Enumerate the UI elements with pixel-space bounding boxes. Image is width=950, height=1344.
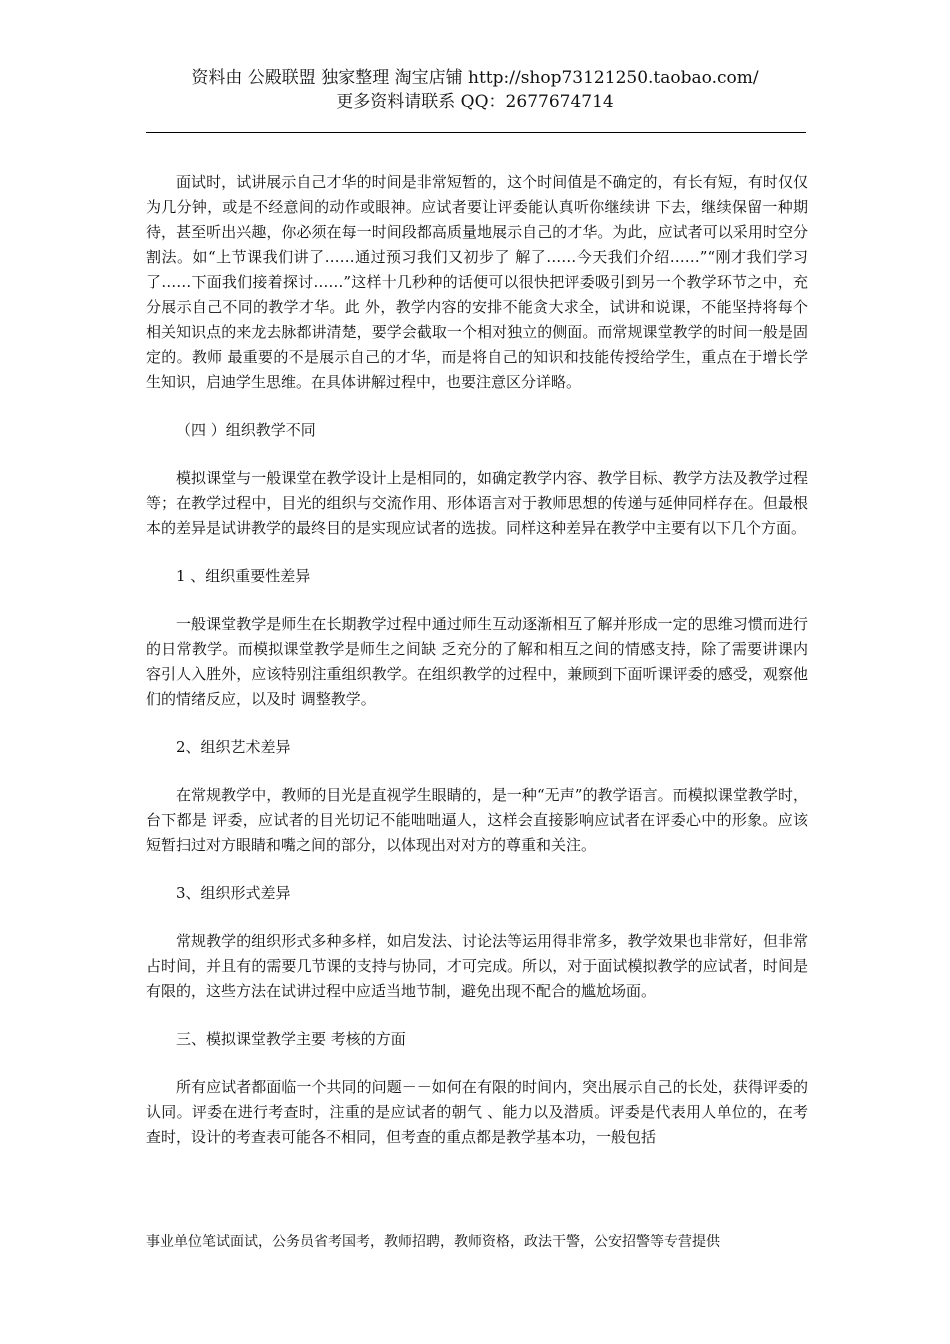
section-heading: 三、模拟课堂教学主要 考核的方面 — [176, 1030, 406, 1048]
section-heading: 2、组织艺术差异 — [176, 738, 291, 756]
page-header — [0, 66, 950, 114]
paragraph: 常规教学的组织形式多种多样，如启发法、讨论法等运用得非常多，教学效果也非常好，但非常占时间，并且有的需要几节课的支持与协同，才可完成。所以，对于面试模拟教学的应试者，时间是有限的，这些方法在试讲过程中应适当地节制，避免出现不配合的尴尬场面。 — [146, 932, 808, 1000]
paragraph: 面试时，试讲展示自己才华的时间是非常短暂的，这个时间值是不确定的，有长有短，有时仅仅为几分钟，或是不经意间的动作或眼神。应试者要让评委能认真听你继续讲 下去，继续保留一种期待，甚至听出兴趣，你必须在每一时间段都高质量地展示自己的才华。为此，应试者可以采用时空分割法。如“上节课我们讲了……通过预习我们又初步了 解了……今天我们介绍……”“刚才我们学习了……下面我们接着探讨……”这样十几秒种的话便可以很快把评委吸引到另一个教学环节之中，充分展示自己不同的教学才华。此 外，教学内容的安排不能贪大求全，试讲和说课，不能坚持将每个相关知识点的来龙去脉都讲清楚，要学会截取一个相对独立的侧面。而常规课堂教学的时间一般是固定的。教师 最重要的不是展示自己的才华，而是将自己的知识和技能传授给学生，重点在于增长学生知识，启迪学生思维。在具体讲解过程中，也要注意区分详略。 — [146, 173, 808, 391]
section-heading: 1 、组织重要性差异 — [176, 567, 311, 585]
section-heading: 3、组织形式差异 — [176, 884, 291, 902]
paragraph: 模拟课堂与一般课堂在教学设计上是相同的，如确定教学内容、教学目标、教学方法及教学过程等；在教学过程中，目光的组织与交流作用、形体语言对于教师思想的传递与延伸同样存在。但最根本的差异是试讲教学的最终目的是实现应试者的选拔。同样这种差异在教学中主要有以下几个方面。 — [146, 469, 808, 537]
paragraph: 在常规教学中，教师的目光是直视学生眼睛的，是一种“无声”的教学语言。而模拟课堂教学时，台下都是 评委，应试者的目光切记不能咄咄逼人，这样会直接影响应试者在评委心中的形象。应该短暂扫过对方眼睛和嘴之间的部分，以体现出对对方的尊重和关注。 — [146, 786, 808, 854]
header-line-1: 资料由 公殿联盟 独家整理 淘宝店铺 http://shop73121250.taobao.com/ — [191, 68, 759, 88]
header-line-2: 更多资料请联系 QQ：2677674714 — [336, 92, 614, 112]
paragraph: 一般课堂教学是师生在长期教学过程中通过师生互动逐渐相互了解并形成一定的思维习惯而进行的日常教学。而模拟课堂教学是师生之间缺 乏充分的了解和相互之间的情感支持，除了需要讲课内容引人入胜外，应该特别注重组织教学。在组织教学的过程中，兼顾到下面听课评委的感受，观察他们的情绪反应，以及时 调整教学。 — [146, 615, 808, 708]
paragraph: 所有应试者都面临一个共同的问题－－如何在有限的时间内，突出展示自己的长处，获得评委的认同。评委在进行考查时，注重的是应试者的朝气 、能力以及潜质。评委是代表用人单位的，在考查时，设计的考查表可能各不相同，但考查的重点都是教学基本功，一般包括 — [146, 1078, 808, 1146]
page-footer: 事业单位笔试面试，公务员省考国考，教师招聘，教师资格，政法干警，公安招警等专营提供 — [146, 1234, 720, 1250]
section-heading: （四 ）组织教学不同 — [176, 421, 316, 439]
header-divider — [146, 132, 806, 133]
document-body — [146, 170, 808, 1173]
